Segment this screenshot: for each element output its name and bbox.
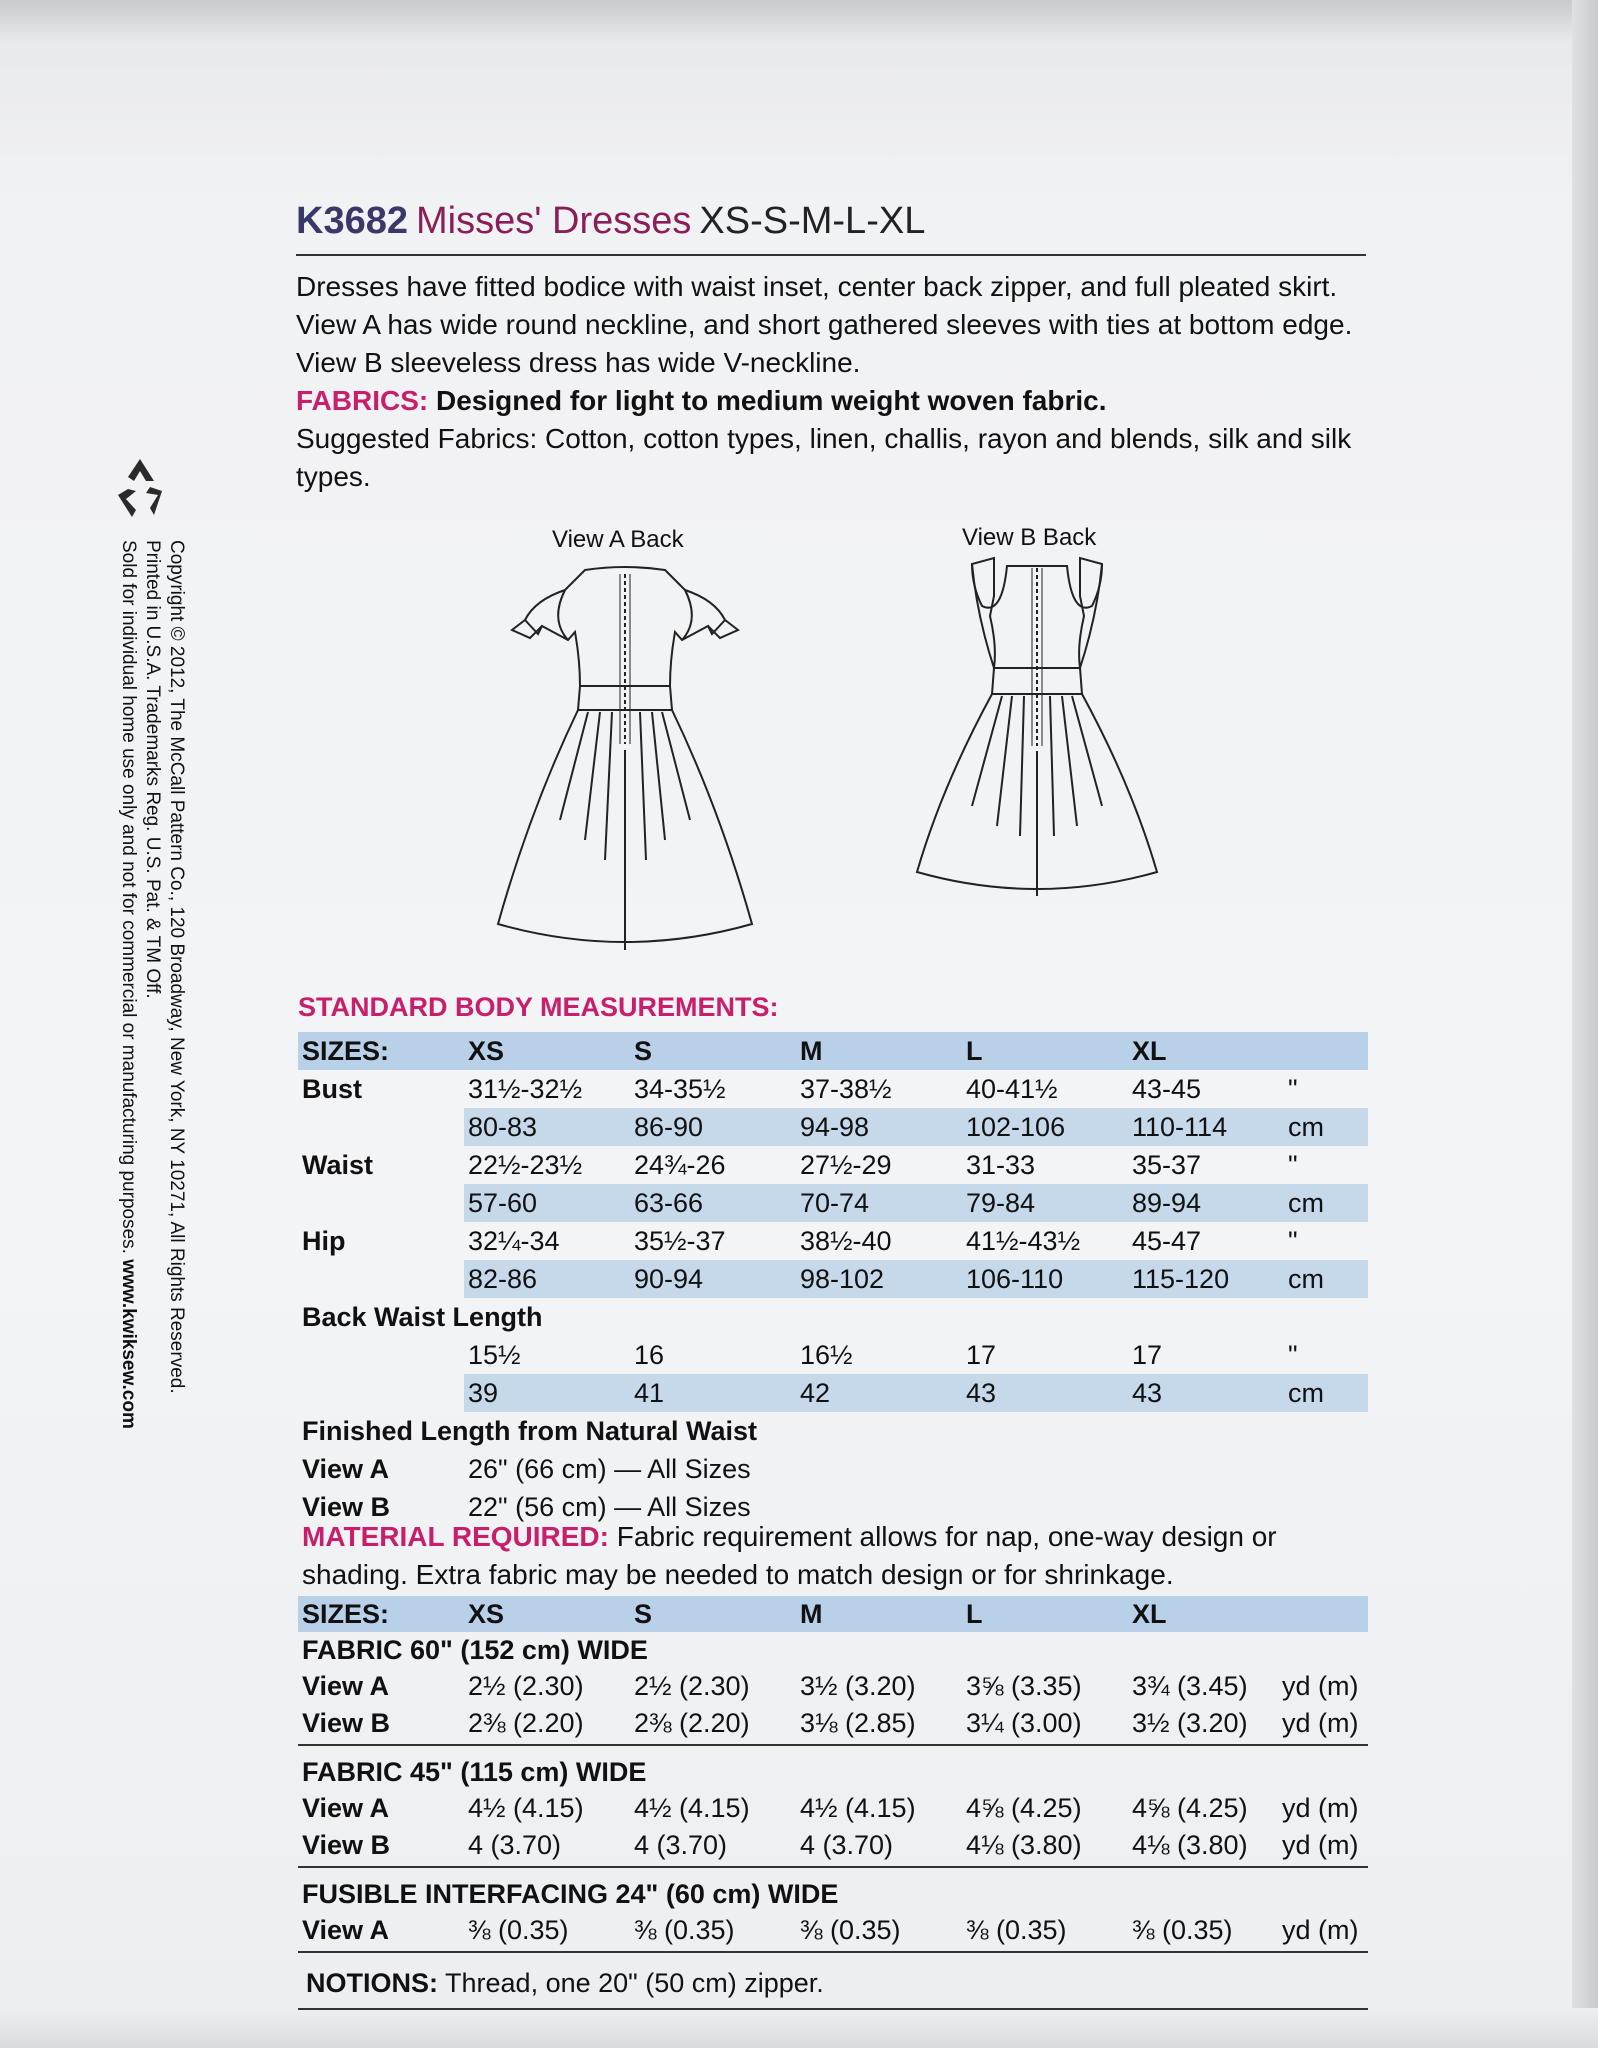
notions-row — [306, 1968, 824, 1999]
measurement-unit: cm — [1288, 1112, 1324, 1142]
suggested-fabrics: Suggested Fabrics: Cotton, cotton types, linen, challis, rayon and blends, silk and silk types. — [296, 423, 1352, 492]
cell: 17 — [1132, 1340, 1163, 1370]
fabrics-label: FABRICS: — [296, 385, 429, 416]
material-cell: 4½ (4.15) — [634, 1793, 750, 1823]
material-cell: ⅜ (0.35) — [634, 1915, 735, 1945]
measurement-cell: 31½-32½ — [468, 1074, 583, 1104]
notions-label: NOTIONS: — [306, 1968, 438, 1998]
material-cell: 4⅝ (4.25) — [1132, 1793, 1248, 1823]
website-link[interactable]: www.kwiksew.com — [118, 1259, 139, 1429]
measurement-cell: 40-41½ — [966, 1074, 1058, 1104]
cell: 16½ — [800, 1340, 853, 1370]
size-xl: XL — [1132, 1599, 1167, 1629]
material-header-row — [298, 1596, 1368, 1632]
description-text: Dresses have fitted bodice with waist inset, center back zipper, and full pleated skirt. View A has wide round neckline, and short gathered sleeves with ties at bottom edge. View B sleeveless dress has wide V-neckline. — [296, 271, 1353, 378]
measurement-cell: 45-47 — [1132, 1226, 1202, 1256]
measurement-cell: 38½-40 — [800, 1226, 892, 1256]
measurement-unit: " — [1288, 1150, 1298, 1180]
view-b-label: View B Back — [962, 524, 1097, 551]
measurement-row — [464, 1108, 1368, 1146]
material-unit: yd (m) — [1282, 1915, 1359, 1945]
back-waist-inch-row — [298, 1336, 1368, 1374]
cell: 41 — [634, 1378, 665, 1408]
view-a-label: View A Back — [552, 526, 684, 553]
view-a-dress-illustration — [490, 560, 760, 956]
material-row — [298, 1827, 1368, 1864]
material-row-label: View B — [302, 1708, 391, 1738]
right-fold-shadow — [1572, 0, 1598, 2048]
description-block — [296, 268, 1366, 496]
material-section-title: FABRIC 45" (115 cm) WIDE — [302, 1757, 647, 1787]
size-s: S — [634, 1036, 653, 1066]
material-unit: yd (m) — [1282, 1671, 1359, 1701]
section-rule — [298, 1951, 1368, 1953]
material-cell: 4 (3.70) — [634, 1830, 728, 1860]
material-cell: 4½ (4.15) — [800, 1793, 916, 1823]
notions-bottom-rule — [298, 2008, 1368, 2010]
measurement-label: Bust — [302, 1074, 362, 1104]
measurement-label: Hip — [302, 1226, 346, 1256]
measurement-cell: 41½-43½ — [966, 1226, 1081, 1256]
measurement-cell: 22½-23½ — [468, 1150, 583, 1180]
section-rule — [298, 1744, 1368, 1746]
measurement-cell: 32¼-34 — [468, 1226, 560, 1256]
finished-b-label: View B — [302, 1492, 391, 1522]
material-section-title: FABRIC 60" (152 cm) WIDE — [302, 1635, 648, 1665]
unit: cm — [1288, 1378, 1324, 1408]
measurement-cell: 106-110 — [966, 1264, 1064, 1294]
size-s: S — [634, 1599, 653, 1629]
size-xs: XS — [468, 1599, 505, 1629]
cell: 43 — [966, 1378, 997, 1408]
material-unit: yd (m) — [1282, 1708, 1359, 1738]
measurements-header-row — [298, 1032, 1368, 1070]
measurement-unit: cm — [1288, 1264, 1324, 1294]
cell: 42 — [800, 1378, 831, 1408]
size-l: L — [966, 1599, 983, 1629]
measurement-label: Waist — [302, 1150, 374, 1180]
material-text: Fabric requirement allows for nap, one-way design or shading. Extra fabric may be needed to match design or for shrinkage. — [302, 1521, 1277, 1590]
measurement-cell: 82-86 — [468, 1264, 538, 1294]
notions-text: Thread, one 20" (50 cm) zipper. — [445, 1968, 824, 1998]
size-l: L — [966, 1036, 983, 1066]
measurement-cell: 80-83 — [468, 1112, 538, 1142]
title-rule — [296, 254, 1366, 256]
material-cell: 4½ (4.15) — [468, 1793, 584, 1823]
measurement-cell: 110-114 — [1132, 1112, 1228, 1142]
size-xl: XL — [1132, 1036, 1167, 1066]
view-b-dress-illustration — [912, 556, 1162, 906]
usage-line: Sold for individual home use only and not for commercial or manufacturing purposes. — [118, 540, 139, 1254]
material-section-title: FUSIBLE INTERFACING 24" (60 cm) WIDE — [302, 1879, 839, 1909]
cell: 15½ — [468, 1340, 521, 1370]
measurement-cell: 98-102 — [800, 1264, 885, 1294]
pattern-title — [296, 200, 1366, 252]
measurement-unit: " — [1288, 1226, 1298, 1256]
measurement-row — [298, 1070, 1368, 1108]
material-table — [298, 1596, 1368, 1961]
material-cell: 3⅛ (2.85) — [800, 1708, 916, 1738]
material-cell: ⅜ (0.35) — [800, 1915, 901, 1945]
copyright-line: Copyright © 2012, The McCall Pattern Co., 120 Broadway, New York, NY 10271, All Rights Reserved. — [166, 540, 187, 1394]
fabrics-text: Designed for light to medium weight woven fabric. — [436, 385, 1107, 416]
material-cell: 3¾ (3.45) — [1132, 1671, 1248, 1701]
measurement-cell: 70-74 — [800, 1188, 870, 1218]
material-unit: yd (m) — [1282, 1830, 1359, 1860]
material-cell: 4⅛ (3.80) — [1132, 1830, 1248, 1860]
material-cell: 4 (3.70) — [800, 1830, 894, 1860]
measurement-cell: 35-37 — [1132, 1150, 1202, 1180]
finished-length-label: Finished Length from Natural Waist — [302, 1416, 758, 1446]
material-row — [298, 1790, 1368, 1827]
measurement-cell: 34-35½ — [634, 1074, 726, 1104]
material-cell: 2⅜ (2.20) — [468, 1708, 584, 1738]
measurement-cell: 63-66 — [634, 1188, 704, 1218]
cell: 43 — [1132, 1378, 1163, 1408]
material-row — [298, 1668, 1368, 1705]
material-cell: 3½ (3.20) — [1132, 1708, 1248, 1738]
sizes-label: SIZES: — [302, 1036, 390, 1066]
material-cell: ⅜ (0.35) — [468, 1915, 569, 1945]
measurement-cell: 89-94 — [1132, 1188, 1202, 1218]
material-cell: ⅜ (0.35) — [966, 1915, 1067, 1945]
back-waist-cm-row — [464, 1374, 1368, 1412]
measurements-table — [298, 1032, 1368, 1526]
material-row-label: View A — [302, 1671, 390, 1701]
section-rule — [298, 1866, 1368, 1868]
pattern-name: Misses' Dresses — [415, 200, 692, 242]
measurement-cell: 43-45 — [1132, 1074, 1202, 1104]
material-cell: 4⅛ (3.80) — [966, 1830, 1082, 1860]
measurements-rows — [298, 1070, 1368, 1298]
material-label: MATERIAL REQUIRED: — [302, 1521, 609, 1552]
cell: 16 — [634, 1340, 665, 1370]
measurement-cell: 27½-29 — [800, 1150, 892, 1180]
material-cell: 3½ (3.20) — [800, 1671, 916, 1701]
measurement-cell: 86-90 — [634, 1112, 704, 1142]
finished-a-row — [298, 1450, 1368, 1488]
back-waist-label: Back Waist Length — [302, 1302, 543, 1332]
measurement-cell: 90-94 — [634, 1264, 704, 1294]
measurement-unit: cm — [1288, 1188, 1324, 1218]
unit: " — [1288, 1340, 1298, 1370]
material-cell: 4⅝ (4.25) — [966, 1793, 1082, 1823]
material-row-label: View A — [302, 1793, 390, 1823]
measurement-cell: 37-38½ — [800, 1074, 892, 1104]
copyright-sidebar — [116, 540, 188, 1600]
material-cell: ⅜ (0.35) — [1132, 1915, 1233, 1945]
material-cell: 3⅝ (3.35) — [966, 1671, 1082, 1701]
measurement-row — [298, 1222, 1368, 1260]
finished-b-value: 22" (56 cm) — All Sizes — [468, 1492, 751, 1522]
material-sections — [298, 1632, 1368, 1953]
size-m: M — [800, 1036, 823, 1066]
measurement-cell: 79-84 — [966, 1188, 1036, 1218]
pattern-sizes: XS-S-M-L-XL — [699, 200, 926, 242]
cell: 39 — [468, 1378, 499, 1408]
measurement-cell: 31-33 — [966, 1150, 1036, 1180]
top-fold-shadow — [0, 0, 1598, 40]
measurement-cell: 57-60 — [468, 1188, 538, 1218]
material-cell: 4 (3.70) — [468, 1830, 562, 1860]
measurement-row — [464, 1184, 1368, 1222]
bottom-edge — [0, 2008, 1598, 2048]
measurement-unit: " — [1288, 1074, 1298, 1104]
material-sizes-label: SIZES: — [302, 1599, 390, 1629]
size-m: M — [800, 1599, 823, 1629]
material-unit: yd (m) — [1282, 1793, 1359, 1823]
material-cell: 2½ (2.30) — [634, 1671, 750, 1701]
size-xs: XS — [468, 1036, 505, 1066]
measurement-cell: 94-98 — [800, 1112, 870, 1142]
printed-line: Printed in U.S.A. Trademarks Reg. U.S. Pat. & TM Off. — [142, 540, 163, 999]
material-cell: 2½ (2.30) — [468, 1671, 584, 1701]
material-cell: 3¼ (3.00) — [966, 1708, 1082, 1738]
measurement-cell: 35½-37 — [634, 1226, 726, 1256]
material-row — [298, 1912, 1368, 1949]
finished-length-label-row — [298, 1412, 1368, 1450]
measurement-cell: 102-106 — [966, 1112, 1066, 1142]
measurements-title: STANDARD BODY MEASUREMENTS: — [298, 992, 779, 1022]
measurement-cell: 24¾-26 — [634, 1150, 726, 1180]
material-cell: 2⅜ (2.20) — [634, 1708, 750, 1738]
pattern-number: K3682 — [296, 200, 408, 242]
material-required-block — [302, 1518, 1368, 1594]
measurement-cell: 115-120 — [1132, 1264, 1230, 1294]
material-row-label: View B — [302, 1830, 391, 1860]
material-row-label: View A — [302, 1915, 390, 1945]
material-row — [298, 1705, 1368, 1742]
measurement-row — [298, 1146, 1368, 1184]
measurement-row — [464, 1260, 1368, 1298]
back-waist-label-row — [298, 1298, 1368, 1336]
finished-a-value: 26" (66 cm) — All Sizes — [468, 1454, 751, 1484]
recycle-icon — [110, 455, 170, 525]
finished-a-label: View A — [302, 1454, 390, 1484]
cell: 17 — [966, 1340, 997, 1370]
